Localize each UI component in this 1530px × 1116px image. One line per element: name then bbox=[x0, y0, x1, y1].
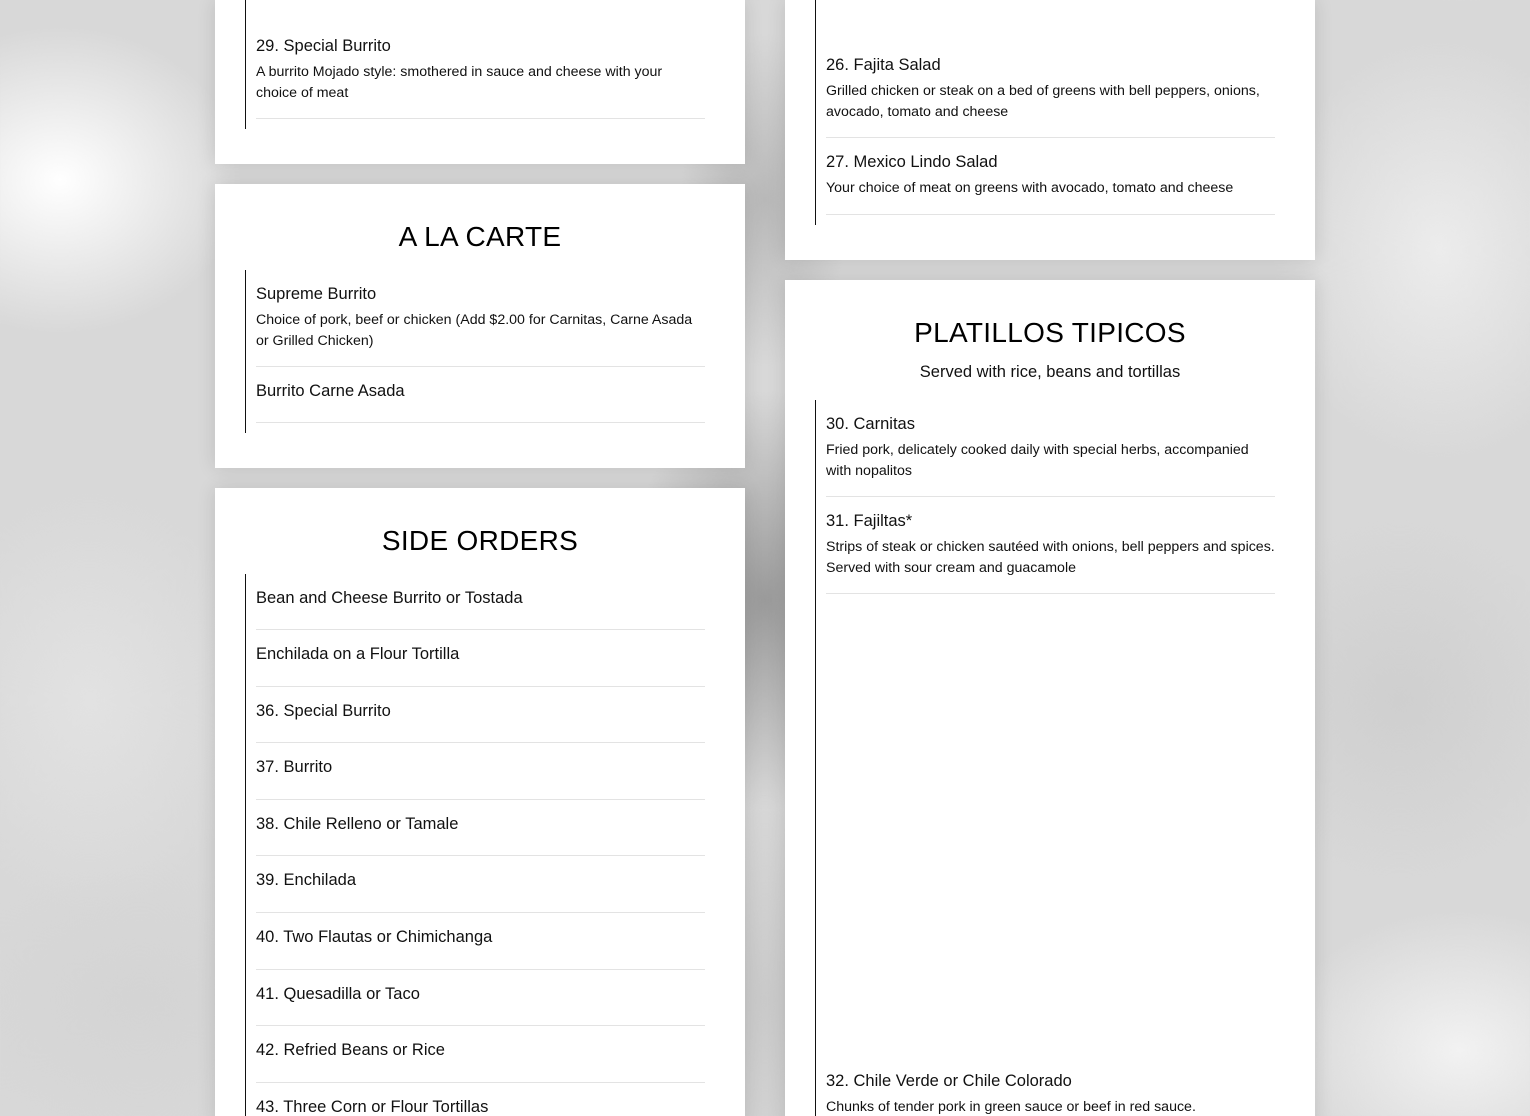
menu-item-name: Supreme Burrito bbox=[256, 285, 377, 303]
menu-item bbox=[826, 0, 1275, 138]
menu-card-a-la-carte bbox=[215, 184, 745, 468]
menu-item-description: Grilled chicken or steak on a bed of greens with bell peppers, onions, avocado, tomato and cheese bbox=[826, 83, 1260, 120]
menu-card-platillos-tipicos bbox=[785, 280, 1315, 1116]
menu-item-name: 32. Chile Verde or Chile Colorado bbox=[826, 1072, 1072, 1090]
menu-item bbox=[826, 138, 1275, 215]
section-subtitle: Served with rice, beans and tortillas bbox=[919, 363, 1181, 381]
menu-item-description: Fried pork, delicately cooked daily with special herbs, accompanied with nopalitos bbox=[826, 442, 1249, 479]
menu-item-description: A burrito Mojado style: smothered in sauce and cheese with your choice of meat bbox=[256, 64, 663, 101]
section-heading: PLATILLOS TIPICOS bbox=[914, 317, 1186, 348]
menu-item bbox=[256, 1083, 705, 1116]
section-heading: A LA CARTE bbox=[398, 221, 562, 252]
menu-item-name: 37. Burrito bbox=[256, 758, 333, 776]
menu-card-salads bbox=[785, 0, 1315, 260]
menu-item-name: 31. Fajiltas* bbox=[826, 512, 913, 530]
menu-item bbox=[256, 856, 705, 913]
menu-item-list bbox=[815, 0, 1275, 225]
menu-item-name: Enchilada on a Flour Tortilla bbox=[256, 645, 460, 663]
menu-item bbox=[256, 270, 705, 367]
menu-item-name: 42. Refried Beans or Rice bbox=[256, 1041, 445, 1059]
menu-item-name: 29. Special Burrito bbox=[256, 37, 391, 55]
menu-item-list bbox=[245, 0, 705, 129]
menu-item bbox=[256, 687, 705, 743]
menu-item-description: Chunks of tender pork in green sauce or beef in red sauce. bbox=[826, 1099, 1196, 1115]
menu-item bbox=[256, 630, 705, 687]
menu-item bbox=[826, 400, 1275, 497]
menu-card-burritos bbox=[215, 0, 745, 164]
menu-item bbox=[256, 800, 705, 856]
menu-item-name: 36. Special Burrito bbox=[256, 702, 391, 720]
menu-item-description: Your choice of meat on greens with avocado, tomato and cheese bbox=[826, 180, 1234, 196]
menu-item-name: 30. Carnitas bbox=[826, 415, 915, 433]
menu-item-name: 40. Two Flautas or Chimichanga bbox=[256, 928, 493, 946]
menu-item bbox=[256, 1026, 705, 1083]
menu-item bbox=[826, 594, 1275, 1116]
menu-item-name: 26. Fajita Salad bbox=[826, 56, 941, 74]
menu-item bbox=[256, 970, 705, 1026]
menu-item-name: 38. Chile Relleno or Tamale bbox=[256, 815, 459, 833]
menu-item-description: Choice of pork, beef or chicken (Add $2.00 for Carnitas, Carne Asada or Grilled Chicken) bbox=[256, 312, 693, 349]
menu-item bbox=[256, 743, 705, 800]
menu-item-list bbox=[815, 400, 1275, 1116]
menu-item-description: Strips of steak or chicken sautéed with onions, bell peppers and spices. Served with sour cream and guacamole bbox=[826, 539, 1275, 576]
menu-item-name: 43. Three Corn or Flour Tortillas bbox=[256, 1098, 489, 1116]
menu-item bbox=[256, 0, 705, 119]
menu-card-side-orders bbox=[215, 488, 745, 1116]
section-heading: SIDE ORDERS bbox=[381, 525, 579, 556]
menu-item bbox=[826, 497, 1275, 594]
menu-item-name: Bean and Cheese Burrito or Tostada bbox=[256, 589, 523, 607]
menu-item bbox=[256, 367, 705, 423]
menu-item-name: 27. Mexico Lindo Salad bbox=[826, 153, 998, 171]
menu-item-list bbox=[245, 574, 705, 1116]
menu-item-list bbox=[245, 270, 705, 433]
menu-item bbox=[256, 913, 705, 970]
menu-item bbox=[256, 574, 705, 630]
menu-item-name: 39. Enchilada bbox=[256, 871, 356, 889]
menu-item-name: 41. Quesadilla or Taco bbox=[256, 985, 420, 1003]
menu-item-name: Burrito Carne Asada bbox=[256, 382, 405, 400]
